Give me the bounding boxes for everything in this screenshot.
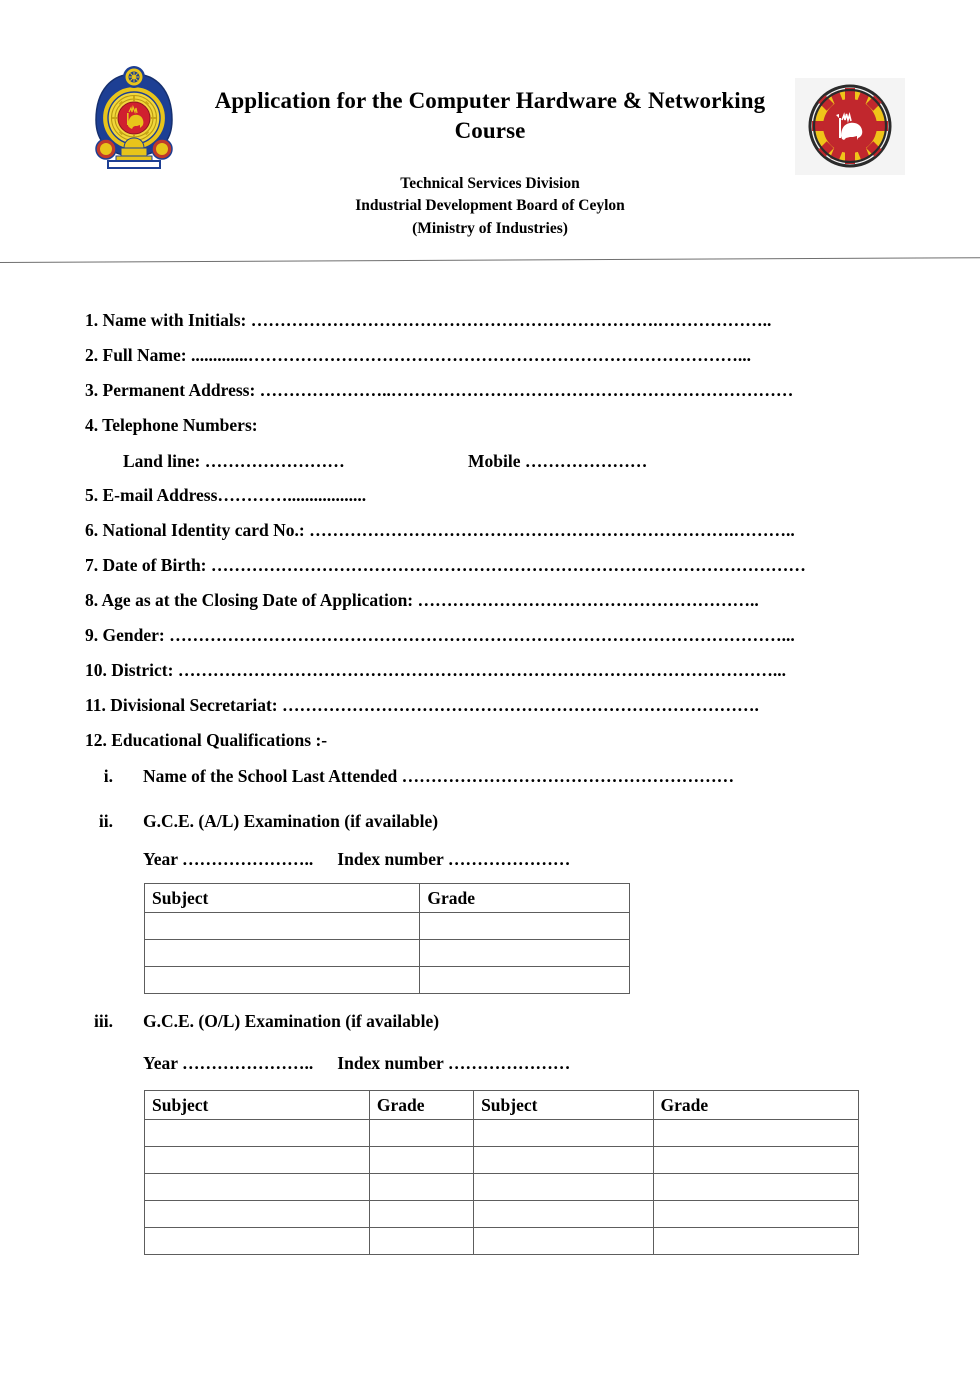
field-district[interactable] [85, 662, 786, 680]
field-label-7: 7. Date of Birth: [85, 555, 211, 575]
ol-cell-grade-2[interactable] [653, 1120, 859, 1147]
idb-gear-lion-logo-icon [795, 78, 905, 175]
ol-cell-subject-1[interactable] [145, 1174, 370, 1201]
ol-cell-grade-2[interactable] [653, 1228, 859, 1255]
sub-item-dots-i: ………………………………………………… [401, 766, 735, 786]
field-dots-8: ………………………………………………….. [417, 590, 759, 610]
ol-year-label: Year [143, 1053, 183, 1073]
subtitle-line-2: Industrial Development Board of Ceylon [355, 197, 625, 215]
ol-header-grade-2: Grade [653, 1091, 859, 1120]
ol-cell-subject-1[interactable] [145, 1201, 370, 1228]
ol-cell-grade-2[interactable] [653, 1201, 859, 1228]
ol-cell-subject-2[interactable] [474, 1174, 653, 1201]
table-header-row [145, 884, 630, 913]
ol-cell-grade-1[interactable] [369, 1147, 473, 1174]
field-permanent-address[interactable] [85, 382, 793, 400]
ol-cell-subject-1[interactable] [145, 1147, 370, 1174]
field-dots-1: …………………………………………………………….……………….. [250, 310, 772, 330]
field-educational-qualifications-heading [85, 732, 327, 750]
ol-header-grade-1: Grade [369, 1091, 473, 1120]
field-label-3: 3. Permanent Address: [85, 380, 260, 400]
ol-cell-grade-1[interactable] [369, 1120, 473, 1147]
document-header [0, 0, 980, 268]
ol-cell-subject-1[interactable] [145, 1120, 370, 1147]
sub-item-label-i: Name of the School Last Attended [143, 766, 402, 786]
sub-item-marker-iii: iii. [94, 1011, 113, 1031]
field-dots-3: …………………..…………………………………………………………… [259, 380, 794, 400]
sub-item-school-last-attended[interactable] [143, 768, 734, 786]
field-dots-5: ………….................. [217, 485, 367, 505]
sub-item-marker-ii: ii. [98, 811, 113, 831]
table-header-row [145, 1091, 859, 1120]
sub-item-gce-ol-heading [143, 1013, 439, 1031]
mobile-dots: ………………… [524, 451, 648, 471]
sub-item-gce-al-heading [143, 813, 438, 831]
field-divisional-secretariat[interactable] [85, 697, 759, 715]
ol-cell-grade-2[interactable] [653, 1174, 859, 1201]
mobile-label: Mobile [468, 451, 525, 471]
al-cell-grade[interactable] [420, 967, 630, 994]
field-dots-6: ……………………………………………………………….……….. [309, 520, 795, 540]
field-dots-11: ………………………………………………………………………. [282, 695, 759, 715]
field-email-address[interactable] [85, 487, 366, 505]
land-line-label: Land line: [123, 451, 205, 471]
ol-cell-grade-1[interactable] [369, 1228, 473, 1255]
table-row[interactable] [145, 1201, 859, 1228]
field-full-name[interactable] [85, 347, 751, 365]
field-label-9: 9. Gender: [85, 625, 170, 645]
al-index-label: Index number [337, 849, 448, 869]
al-year-label: Year [143, 849, 183, 869]
al-year-index-line[interactable] [143, 851, 570, 869]
table-row[interactable] [145, 1147, 859, 1174]
subtitle-line-3: (Ministry of Industries) [412, 219, 568, 237]
ol-index-label: Index number [337, 1053, 448, 1073]
field-label-4: 4. Telephone Numbers: [85, 415, 258, 435]
al-results-table[interactable] [144, 883, 630, 994]
field-label-6: 6. National Identity card No.: [85, 520, 310, 540]
page-title: Application for the Computer Hardware & Networking Course [214, 88, 766, 144]
al-cell-subject[interactable] [145, 940, 420, 967]
sri-lanka-national-emblem-icon [88, 64, 180, 179]
field-label-11: 11. Divisional Secretariat: [85, 695, 283, 715]
header-subtitle [200, 173, 780, 240]
sub-item-label-iii: G.C.E. (O/L) Examination (if available) [143, 1011, 440, 1031]
ol-header-subject-1: Subject [145, 1091, 370, 1120]
ol-cell-subject-2[interactable] [474, 1147, 653, 1174]
field-dots-2: .............…………………………………………………………………………... [190, 345, 751, 365]
ol-cell-subject-1[interactable] [145, 1228, 370, 1255]
field-label-10: 10. District: [85, 660, 178, 680]
field-dots-10: …………………………………………………………………………………………... [177, 660, 786, 680]
field-label-2: 2. Full Name: [85, 345, 191, 365]
al-cell-grade[interactable] [420, 913, 630, 940]
sub-item-label-ii: G.C.E. (A/L) Examination (if available) [143, 811, 439, 831]
field-age-at-closing-date[interactable] [85, 592, 759, 610]
table-row[interactable] [145, 1228, 859, 1255]
ol-cell-grade-1[interactable] [369, 1174, 473, 1201]
al-cell-grade[interactable] [420, 940, 630, 967]
field-dots-7: ………………………………………………………………………………………… [210, 555, 806, 575]
subtitle-line-1: Technical Services Division [400, 175, 580, 192]
al-cell-subject[interactable] [145, 913, 420, 940]
field-land-line[interactable] [123, 453, 345, 471]
field-mobile[interactable] [468, 453, 647, 471]
ol-cell-subject-2[interactable] [474, 1201, 653, 1228]
ol-year-index-line[interactable] [143, 1055, 570, 1073]
al-header-grade: Grade [420, 884, 630, 913]
al-year-dots: ………………….. [182, 849, 314, 869]
ol-cell-subject-2[interactable] [474, 1120, 653, 1147]
ol-cell-grade-1[interactable] [369, 1201, 473, 1228]
field-name-with-initials[interactable] [85, 312, 771, 330]
table-row[interactable] [145, 940, 630, 967]
al-header-subject: Subject [145, 884, 420, 913]
field-label-12: 12. Educational Qualifications :- [85, 730, 328, 750]
field-date-of-birth[interactable] [85, 557, 806, 575]
al-index-dots: ………………… [447, 849, 571, 869]
land-line-dots: …………………… [204, 451, 345, 471]
ol-cell-grade-2[interactable] [653, 1147, 859, 1174]
field-gender[interactable] [85, 627, 795, 645]
header-divider [0, 257, 980, 263]
field-dots-9: ……………………………………………………………………………………………... [169, 625, 795, 645]
ol-cell-subject-2[interactable] [474, 1228, 653, 1255]
ol-year-dots: ………………….. [182, 1053, 314, 1073]
ol-header-subject-2: Subject [474, 1091, 653, 1120]
table-row[interactable] [145, 1120, 859, 1147]
table-row[interactable] [145, 1174, 859, 1201]
table-row[interactable] [145, 967, 630, 994]
al-cell-subject[interactable] [145, 967, 420, 994]
field-telephone-numbers-heading [85, 417, 258, 435]
table-row[interactable] [145, 913, 630, 940]
sub-item-marker-i: i. [103, 766, 113, 786]
field-label-1: 1. Name with Initials: [85, 310, 251, 330]
ol-index-dots: ………………… [447, 1053, 571, 1073]
field-label-5: 5. E-mail Address [85, 485, 218, 505]
ol-results-table[interactable] [144, 1090, 859, 1255]
field-nic-number[interactable] [85, 522, 795, 540]
field-label-8: 8. Age as at the Closing Date of Application: [85, 590, 418, 610]
